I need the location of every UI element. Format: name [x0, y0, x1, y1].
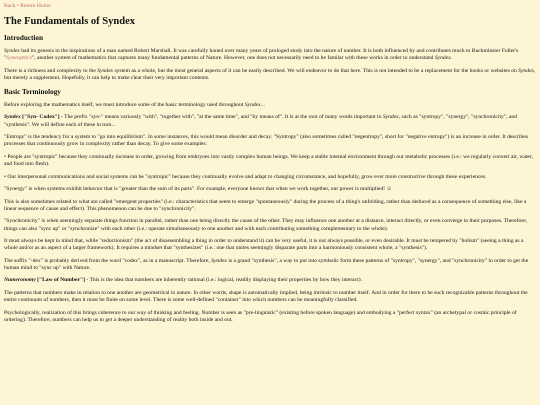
synergetics-link[interactable]: Synergetics [6, 55, 32, 62]
bullet-communications: • Our interpersonal communications and social systems can be "syntropic" because they continually evolve and adapt to changing circumstance, and hopefully, grow ever more constructive through these experiences. [4, 173, 487, 180]
reductionism-paragraph: It must always be kept in mind that, while "reductionism" (the act of disassembling a thing in order to understand it) can be very useful, it is not always possible, or even desirable. It must be tempered by "holism" (seeing a thing as a whole and/or as an aspect of a larger framework). It requires a mindset that "synthesizes" (i.e.: one that unites seemingly disparate parts into a harmoniously consistent whole, a "synthesis"). [4, 238, 524, 252]
paragraph-text: . [450, 55, 453, 62]
psychology-paragraph: Psychologically, realization of this brings coherence to our way of thinking and feeling. Number is seen as "pre-linguistic" (existing before spoken language) and embodying a "perfect syntax" (an archetypal or cosmic principle of ordering). Therefore, numbers can help us to get a deeper understanding of reality both inside and out. [4, 309, 517, 323]
syndex-term: Syndex [244, 101, 261, 108]
term-etymology: ["Syn- Codex"] [20, 114, 60, 121]
syndex-definition [4, 114, 536, 128]
paragraph-text: ", another system of mathematics that captures many fundamental patterns of Nature. However, one does not necessarily need to be familar with these works in order to understand [31, 55, 435, 62]
syndex-term: Syndex [4, 48, 20, 54]
synchronicity-paragraph: "Synchronicity" is when seemingly separate things function in parallel, rather than one being directly the cause of the other. They may influence one another at a distance, interact directly, or even converge in their purposes. Therefore, things can also "sync up" or "synchronize" with each other (i.e.: operate simultaneously to one another and with each contributing something complementary to the whole). [4, 218, 528, 232]
entropy-paragraph: "Entropy" is the tendency for a system to "go into equilibrium". In some instances, this would mean disorder and decay. "Syntropy" (also sometimes called "negentropy", short for "negative entropy") is an increase in order. It describes processes that continuously grow in complexity rather than decay. To give some examples: [4, 134, 528, 148]
syndex-term: Syndex [382, 114, 399, 121]
section-heading-introduction: Introduction [4, 34, 44, 42]
return-home-link[interactable]: Return Home [20, 3, 51, 9]
nav-separator: • [15, 3, 21, 9]
paragraph-text: - This is the idea that numbers are inherently rational (i.e.: logical, readily displaying their properties by how they interact). [84, 277, 362, 284]
paragraph-text: ... [260, 101, 265, 108]
term-name: Syndex [4, 114, 21, 121]
syndex-term: Syndex [97, 67, 114, 74]
top-nav [4, 3, 536, 11]
paragraph-text: system as a whole, but the most general aspects of it can be easily described. We will endeavor to do that here. This is not intended to be a replacement for the books or websites on [113, 67, 519, 74]
term-name: Numeronomy [4, 277, 36, 284]
emergent-properties-paragraph: This is also sometimes related to what are called "emergent properties" (i.e.: characteristics that seem to emerge "spontaneously" during the process of a thing's unfolding, rather than deduced as a consequence of something else, like a linear sequence of cause and effect). This phenomenon can be due to "synchronicity". [4, 198, 527, 212]
back-link[interactable]: Back [4, 3, 16, 9]
definition-term [4, 114, 60, 120]
numeronomy-definition [4, 277, 536, 284]
suffix-dex-paragraph [4, 258, 536, 272]
synergy-paragraph: "Synergy" is when systems exhibit behavior that is "greater than the sum of its parts". For example, everyone knows that when we work together, our power is multiplied! ☺ [4, 186, 393, 193]
patterns-paragraph: The patterns that numbers make in relation to one another are geometrical in nature. In other words, shape is automatically implied, being intrinsic to number itself. And in order for there to be such recognizable patterns throughout the entire continuum of numbers, then it must be finite on some level. There is some well-defined "container" into which numbers can be meaningfully classified. [4, 290, 528, 304]
basic-paragraph-1 [4, 102, 536, 109]
syndex-term: Syndex [211, 257, 227, 264]
paragraph-text: The suffix "-dex" is probably derived from the word "codex", as in a manuscript. Therefore, [4, 257, 212, 264]
intro-paragraph-2 [4, 68, 536, 82]
intro-paragraph-1 [4, 48, 536, 62]
paragraph-text: , such as "syntropy", "synergy", "synchronicity", and "synthesis". We will define each of these in turn... [4, 114, 517, 128]
syndex-term: Syndex [518, 67, 534, 74]
syndex-term: Syndex [434, 55, 451, 62]
paragraph-text: had its genesis in the inspirations of a man named Robert Marshall. It was carefully honed over many years of prologed study into the nature of number. It is both influenced by and contributes much to Buckminster Fuller's " [4, 48, 519, 62]
page-title: The Fundamentals of Syndex [4, 16, 135, 27]
term-etymology: ["Law of Number"] [35, 277, 85, 284]
paragraph-text: - The prefix "syn-" means variously "with", "together with", "at the same time", and "by means of". It is at the root of many words important to [59, 114, 383, 121]
paragraph-text: is a grand "synthesis", a way to put into symbolic form these patterns of "syntropy", "synergy", and "synchronicity" in order to get the human mind to "sync up" with Nature. [4, 257, 529, 271]
section-heading-basic-terminology: Basic Terminology [4, 87, 61, 96]
definition-term [4, 277, 85, 283]
paragraph-text: , but merely a supplement. Hopefully, it can help to make clear their very important contents. [4, 67, 536, 81]
paragraph-text: Before exploring the mathematics itself, we must introduce some of the basic terminology used throughout [4, 101, 245, 108]
bullet-people: • People are "syntropic" because they continually increase in order, growing from embryoes into vastly complex human beings. We keep a stable internal environment through our metabolic processes (i.e.: we regularly convert air, water, and food into flesh). [4, 153, 533, 167]
paragraph-text: There is a richness and complexity to the [4, 67, 98, 74]
